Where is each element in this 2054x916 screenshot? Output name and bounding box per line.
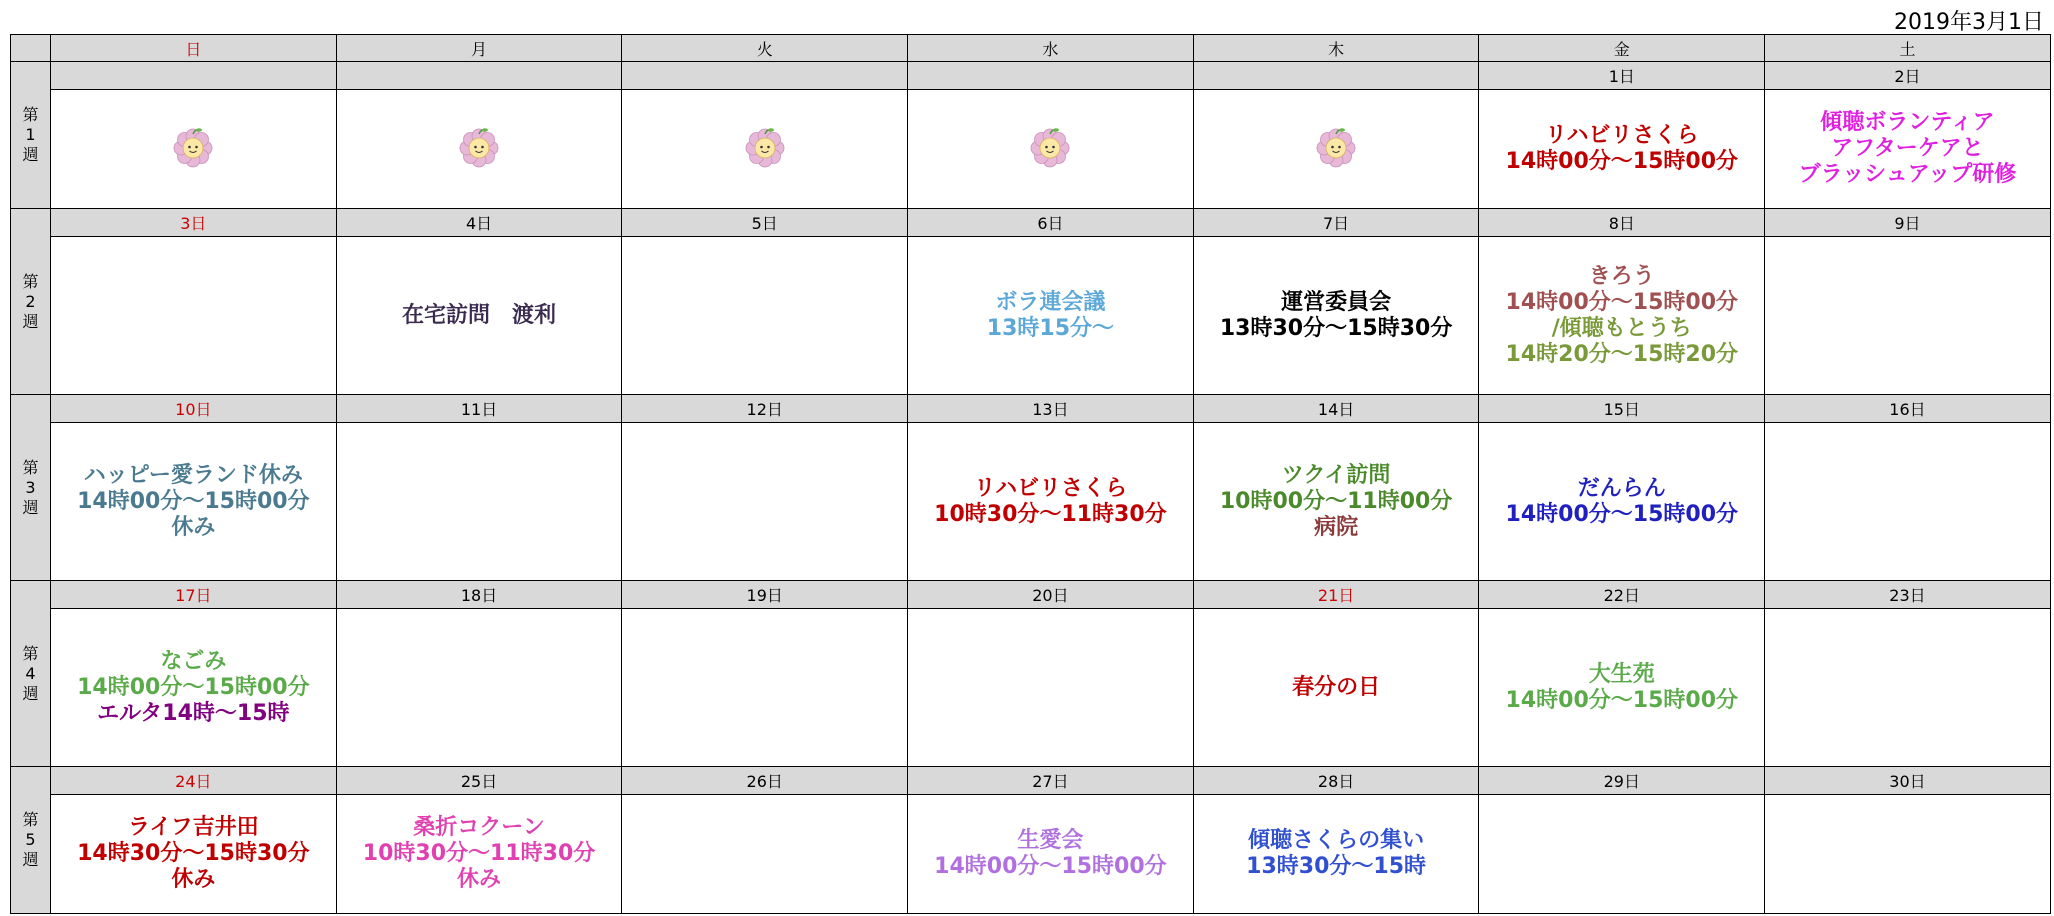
event-cell[interactable] <box>336 90 622 209</box>
event-cell[interactable] <box>51 795 337 914</box>
date-row <box>11 62 2051 90</box>
date-cell: 4日 <box>336 209 622 237</box>
event-cell[interactable] <box>1193 90 1479 209</box>
date-cell: 12日 <box>622 395 908 423</box>
event-text: 10時30分～11時30分 <box>362 841 596 866</box>
event-cell[interactable] <box>908 609 1194 767</box>
date-cell: 27日 <box>908 767 1194 795</box>
event-row <box>11 609 2051 767</box>
event-text: 傾聴ボランティア <box>1820 110 1995 135</box>
event-cell[interactable] <box>1193 609 1479 767</box>
date-cell: 23日 <box>1765 581 2051 609</box>
date-cell: 1日 <box>1479 62 1765 90</box>
event-text: 運営委員会 <box>1281 289 1392 315</box>
event-text: 14時00分～15時00分 <box>934 854 1167 879</box>
event-cell[interactable] <box>51 609 337 767</box>
weekday-header-row <box>11 35 2051 62</box>
event-cell[interactable] <box>51 90 337 209</box>
date-cell: 6日 <box>908 209 1194 237</box>
event-cell[interactable] <box>1479 609 1765 767</box>
event-cell[interactable] <box>908 795 1194 914</box>
date-cell: 11日 <box>336 395 622 423</box>
event-row <box>11 423 2051 581</box>
date-cell: 15日 <box>1479 395 1765 423</box>
week-label-char: 週 <box>22 311 39 331</box>
flower-mascot-icon <box>743 124 787 168</box>
event-cell[interactable] <box>908 423 1194 581</box>
date-cell: 21日 <box>1193 581 1479 609</box>
event-text: 病院 <box>1314 514 1359 540</box>
event-text: 14時00分～15時00分 <box>77 674 310 700</box>
event-text: ハッピー愛ランド休み <box>83 462 303 488</box>
weekday-header: 土 <box>1765 35 2051 62</box>
date-cell <box>1193 62 1479 90</box>
event-cell[interactable] <box>622 795 908 914</box>
event-text: 14時00分～15時00分 <box>1505 289 1739 315</box>
event-text: 13時30分～15時30分 <box>1219 315 1453 341</box>
week-label-char: 週 <box>22 683 39 703</box>
date-cell <box>51 62 337 90</box>
date-cell: 17日 <box>51 581 337 609</box>
week-label <box>11 209 51 395</box>
date-cell: 13日 <box>908 395 1194 423</box>
date-cell: 28日 <box>1193 767 1479 795</box>
weekday-header: 木 <box>1193 35 1479 62</box>
event-row <box>11 90 2051 209</box>
week-label-char: 4 <box>25 663 36 683</box>
event-text: 14時00分～15時00分 <box>1505 687 1739 713</box>
event-text: 14時00分～15時00分 <box>1505 149 1739 174</box>
event-cell[interactable] <box>1193 423 1479 581</box>
event-text: 休み <box>457 867 502 892</box>
event-text: /傾聴もとうち <box>1551 315 1692 341</box>
weekday-header: 水 <box>908 35 1194 62</box>
event-cell[interactable] <box>622 90 908 209</box>
event-cell[interactable] <box>908 90 1194 209</box>
date-cell: 9日 <box>1765 209 2051 237</box>
event-cell[interactable] <box>1479 90 1765 209</box>
event-cell[interactable] <box>1765 795 2051 914</box>
event-cell[interactable] <box>622 423 908 581</box>
week-label-char: 第 <box>22 643 39 663</box>
event-cell[interactable] <box>622 609 908 767</box>
corner-cell <box>11 35 51 62</box>
event-cell[interactable] <box>908 237 1194 395</box>
event-text: 休み <box>171 867 216 892</box>
week-label-char: 第 <box>22 271 39 291</box>
date-cell: 14日 <box>1193 395 1479 423</box>
date-cell: 2日 <box>1765 62 2051 90</box>
event-text: リハビリさくら <box>1545 123 1699 148</box>
event-text: 大生苑 <box>1588 661 1655 687</box>
flower-mascot-icon <box>1314 124 1358 168</box>
date-cell: 26日 <box>622 767 908 795</box>
date-cell: 7日 <box>1193 209 1479 237</box>
event-cell[interactable] <box>51 237 337 395</box>
event-text: 桑折コクーン <box>413 815 545 840</box>
event-text: きろう <box>1588 263 1655 289</box>
date-cell: 5日 <box>622 209 908 237</box>
event-text: エルタ14時～15時 <box>97 700 290 726</box>
date-cell <box>908 62 1194 90</box>
event-row <box>11 237 2051 395</box>
calendar-date-header: 2019年3月1日 <box>1894 10 2044 35</box>
date-cell: 24日 <box>51 767 337 795</box>
event-cell[interactable] <box>1479 795 1765 914</box>
event-text: 14時30分～15時30分 <box>77 841 310 866</box>
week-label-char: 1 <box>25 125 36 144</box>
date-cell: 19日 <box>622 581 908 609</box>
event-cell[interactable] <box>51 423 337 581</box>
week-label-char: 週 <box>22 145 39 164</box>
event-text: 休み <box>171 514 216 540</box>
week-label <box>11 581 51 767</box>
event-text: 14時00分～15時00分 <box>77 488 310 514</box>
event-cell[interactable] <box>336 795 622 914</box>
date-cell: 22日 <box>1479 581 1765 609</box>
flower-mascot-icon <box>1028 124 1072 168</box>
week-label-char: 第 <box>22 105 39 124</box>
event-text: だんらん <box>1577 475 1666 501</box>
event-text: なごみ <box>160 648 227 674</box>
date-cell: 8日 <box>1479 209 1765 237</box>
event-text: 14時00分～15時00分 <box>1505 501 1739 527</box>
week-label-char: 5 <box>25 830 36 849</box>
week-label-char: 3 <box>25 477 36 497</box>
event-text: 14時20分～15時20分 <box>1505 341 1739 367</box>
week-label-char: 第 <box>22 810 39 829</box>
event-text: 傾聴さくらの集い <box>1248 828 1425 853</box>
date-row <box>11 395 2051 423</box>
date-cell: 16日 <box>1765 395 2051 423</box>
date-row <box>11 767 2051 795</box>
flower-mascot-icon <box>457 124 501 168</box>
weekday-header: 火 <box>622 35 908 62</box>
monthly-calendar-table <box>10 34 2051 914</box>
week-label-char: 週 <box>22 850 39 869</box>
event-cell[interactable] <box>1479 237 1765 395</box>
weekday-header: 日 <box>51 35 337 62</box>
week-label-char: 第 <box>22 457 39 477</box>
event-text: アフターケアと <box>1831 136 1984 161</box>
event-cell[interactable] <box>336 423 622 581</box>
week-label <box>11 395 51 581</box>
event-row <box>11 795 2051 914</box>
event-text: ボラ連会議 <box>995 289 1106 315</box>
date-cell: 10日 <box>51 395 337 423</box>
date-cell: 3日 <box>51 209 337 237</box>
date-cell <box>336 62 622 90</box>
date-cell: 30日 <box>1765 767 2051 795</box>
event-cell[interactable] <box>1765 609 2051 767</box>
event-cell[interactable] <box>1765 423 2051 581</box>
date-cell: 18日 <box>336 581 622 609</box>
event-text: 生愛会 <box>1017 828 1084 853</box>
event-text: 13時15分～ <box>986 315 1115 341</box>
event-cell[interactable] <box>1765 90 2051 209</box>
event-text: ツクイ訪問 <box>1281 462 1391 488</box>
weekday-header: 月 <box>336 35 622 62</box>
event-text: リハビリさくら <box>973 475 1128 501</box>
date-row <box>11 209 2051 237</box>
date-cell: 25日 <box>336 767 622 795</box>
week-label-char: 週 <box>22 497 39 517</box>
event-text: ライフ吉井田 <box>128 815 259 840</box>
event-text: 在宅訪問 渡利 <box>402 302 557 328</box>
date-row <box>11 581 2051 609</box>
event-cell[interactable] <box>336 237 622 395</box>
event-cell[interactable] <box>1193 237 1479 395</box>
weekday-header: 金 <box>1479 35 1765 62</box>
week-label-char: 2 <box>25 291 36 311</box>
event-text: 10時30分～11時30分 <box>934 501 1167 527</box>
week-label <box>11 767 51 914</box>
event-text: 13時30分～15時 <box>1246 854 1427 879</box>
event-cell[interactable] <box>1765 237 2051 395</box>
event-cell[interactable] <box>1193 795 1479 914</box>
week-label <box>11 62 51 209</box>
event-text: ブラッシュアップ研修 <box>1798 162 2017 187</box>
date-cell: 29日 <box>1479 767 1765 795</box>
date-cell: 20日 <box>908 581 1194 609</box>
event-text: 春分の日 <box>1292 674 1381 700</box>
event-cell[interactable] <box>622 237 908 395</box>
date-cell <box>622 62 908 90</box>
event-text: 10時00分～11時00分 <box>1219 488 1453 514</box>
flower-mascot-icon <box>171 124 215 168</box>
event-cell[interactable] <box>1479 423 1765 581</box>
event-cell[interactable] <box>336 609 622 767</box>
